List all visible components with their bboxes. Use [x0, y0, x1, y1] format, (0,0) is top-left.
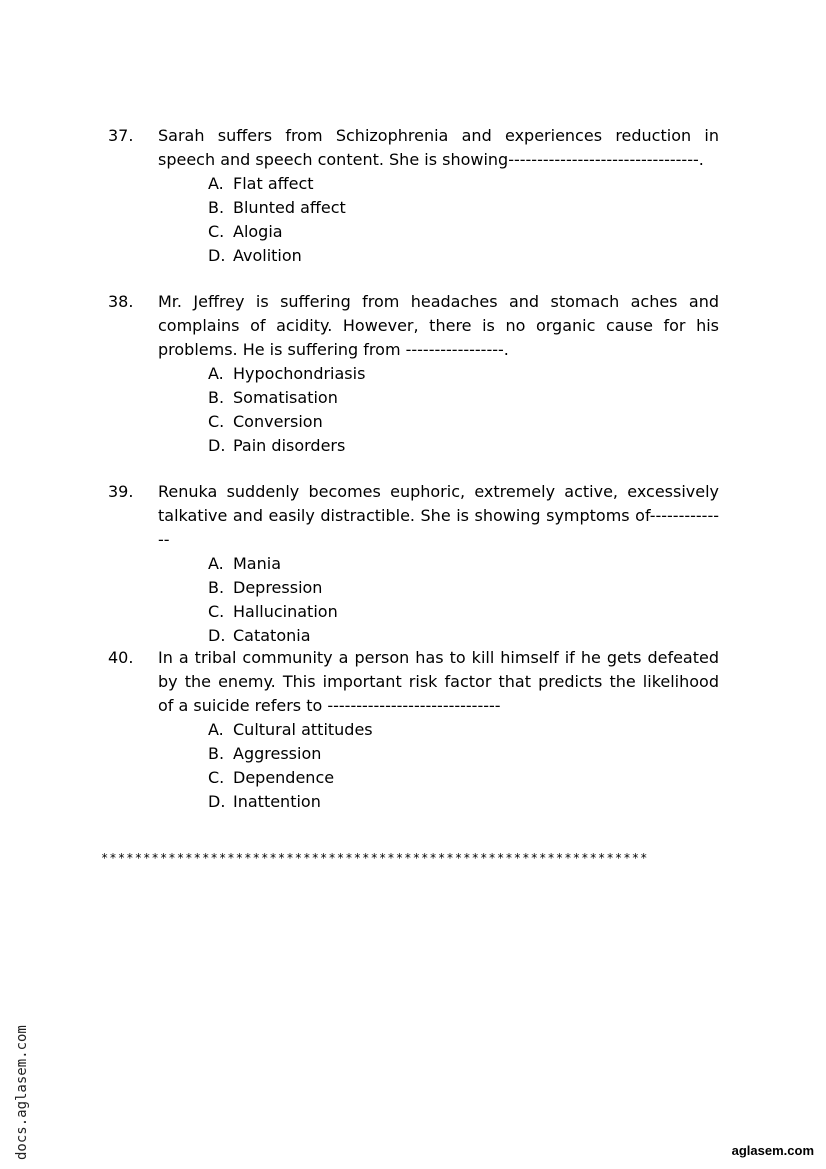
- option-d: [208, 244, 719, 268]
- option-letter: A.: [208, 554, 224, 573]
- option-a: [208, 718, 719, 742]
- question-text: Mr. Jeffrey is suffering from headaches and stomach aches and complains of acidity. However, there is no organic cause for his problems. He is suffering from -----------------.: [158, 292, 719, 359]
- option-letter: B.: [208, 388, 225, 407]
- option-text: Hypochondriasis: [233, 364, 366, 383]
- side-watermark: docs.aglasem.com: [14, 1025, 30, 1160]
- option-b: [208, 196, 719, 220]
- option-letter: C.: [208, 602, 225, 621]
- question-text: Renuka suddenly becomes euphoric, extremely active, excessively talkative and easily distractible. She is showing symptoms of--------------: [158, 482, 719, 549]
- question-text: Sarah suffers from Schizophrenia and experiences reduction in speech and speech content. She is showing---------------------------------.: [158, 126, 719, 169]
- option-c: [208, 410, 719, 434]
- option-a: [208, 552, 719, 576]
- question-38: [108, 290, 719, 458]
- option-text: Inattention: [233, 792, 321, 811]
- option-letter: A.: [208, 364, 224, 383]
- option-letter: A.: [208, 174, 224, 193]
- footer-brand: aglasem.com: [731, 1143, 814, 1158]
- option-text: Pain disorders: [233, 436, 346, 455]
- option-text: Mania: [233, 554, 281, 573]
- option-letter: D.: [208, 436, 226, 455]
- option-text: Cultural attitudes: [233, 720, 373, 739]
- question-39: [108, 480, 719, 648]
- option-b: [208, 576, 719, 600]
- option-letter: B.: [208, 744, 225, 763]
- option-letter: C.: [208, 222, 225, 241]
- option-text: Alogia: [233, 222, 283, 241]
- options-list: [208, 552, 719, 648]
- option-letter: C.: [208, 412, 225, 431]
- question-number: 37.: [108, 126, 134, 145]
- question-37: [108, 124, 719, 268]
- option-letter: D.: [208, 246, 226, 265]
- option-letter: A.: [208, 720, 224, 739]
- option-text: Conversion: [233, 412, 323, 431]
- option-text: Blunted affect: [233, 198, 346, 217]
- option-d: [208, 434, 719, 458]
- option-c: [208, 220, 719, 244]
- option-text: Hallucination: [233, 602, 338, 621]
- option-a: [208, 362, 719, 386]
- option-text: Avolition: [233, 246, 302, 265]
- option-b: [208, 386, 719, 410]
- question-text: In a tribal community a person has to kill himself if he gets defeated by the enemy. This important risk factor that predicts the likelihood of a suicide refers to ------------------------------: [158, 648, 719, 715]
- option-c: [208, 600, 719, 624]
- option-letter: D.: [208, 626, 226, 645]
- option-text: Aggression: [233, 744, 322, 763]
- option-text: Depression: [233, 578, 323, 597]
- options-list: [208, 172, 719, 268]
- option-d: [208, 624, 719, 648]
- question-number: 38.: [108, 292, 134, 311]
- option-letter: B.: [208, 578, 225, 597]
- option-letter: B.: [208, 198, 225, 217]
- options-list: [208, 362, 719, 458]
- option-a: [208, 172, 719, 196]
- option-text: Dependence: [233, 768, 335, 787]
- option-letter: D.: [208, 792, 226, 811]
- option-b: [208, 742, 719, 766]
- option-d: [208, 790, 719, 814]
- question-40: [108, 646, 719, 814]
- question-number: 40.: [108, 648, 134, 667]
- end-separator: *****************************************************************: [101, 851, 649, 865]
- option-letter: C.: [208, 768, 225, 787]
- options-list: [208, 718, 719, 814]
- option-text: Flat affect: [233, 174, 314, 193]
- option-text: Catatonia: [233, 626, 311, 645]
- option-text: Somatisation: [233, 388, 338, 407]
- option-c: [208, 766, 719, 790]
- question-number: 39.: [108, 482, 134, 501]
